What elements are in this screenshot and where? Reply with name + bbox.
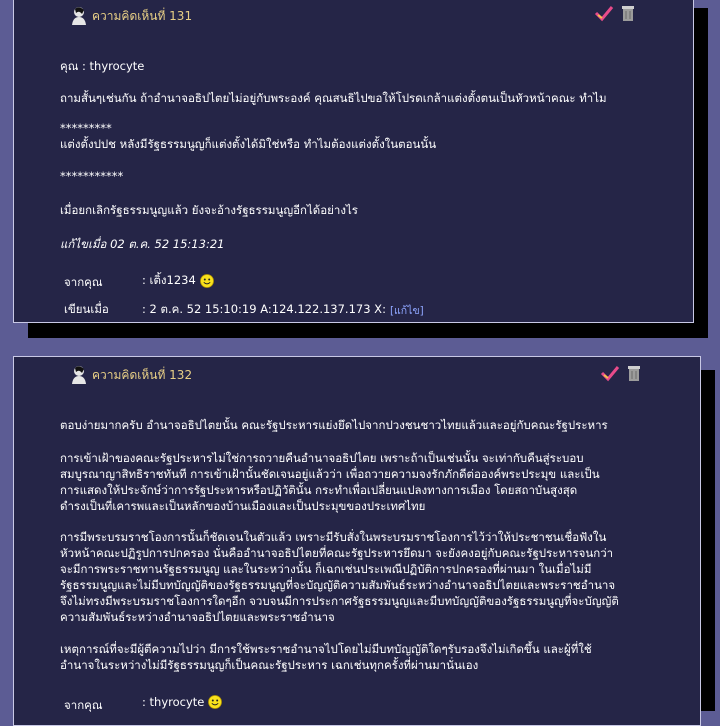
user-silhouette-icon xyxy=(70,6,88,26)
smiley-face-icon xyxy=(200,274,214,288)
comment-paragraph: การเข้าเฝ้าของคณะรัฐประหารไม่ใช่การถวายคืนอำนาจอธิปไตย เพราะถ้าเป็นเช่นนั้น จะเท่ากับคืนสู่ระบอบ สมบูรณาญาสิทธิราชทันที การเข้าเฝ้านั้นชัดเจนอยู่แล้วว่า เพื่อถวายความจงรักภักดีต่อองค์พระประมุข และเป็น การแสดงให้ประจักษ์ว่าการรัฐประหารหรือปฏิวัตินั้น กระทำเพื่อเปลี่ยนแปลงทางการเมือง โดยสถาบันสูงสุด ดำรงเป็นที่เคารพและเป็นหลักของบ้านเมืองและเป็นประมุขของประเทศไทย xyxy=(60,451,600,513)
posted-value xyxy=(142,301,424,319)
from-label: จากคุณ xyxy=(64,698,103,712)
comment-number: ความคิดเห็นที่ 131 xyxy=(92,8,193,23)
comment-paragraph: เหตุการณ์ที่จะมีผู้ตีความไปว่า มีการใช้พระราชอำนาจไปโดยไม่มีบทบัญญัติใดๆรับรองจึงไม่เกิดขึ้น และผู้ที่ใช้ อำนาจในระหว่างไม่มีรัฐธรรมนูญก็เป็นคณะรัฐประหาร เฉกเช่นทุกครั้งที่ผ่านมานั่นเอง xyxy=(60,642,592,672)
comment-paragraph: ถามสั้นๆเช่นกัน ถ้าอำนาจอธิปไตยไม่อยู่กับพระองค์ คุณสนธิไปขอให้โปรดเกล้าแต่งตั้งตนเป็นหัวหน้าคณะ ทำไม xyxy=(60,91,607,105)
smiley-face-icon xyxy=(208,695,222,709)
trash-can-icon[interactable] xyxy=(618,3,638,23)
comment-quote-author: คุณ : thyrocyte xyxy=(60,59,145,73)
posted-label: เขียนเมื่อ xyxy=(64,302,109,316)
comment-paragraph: เมื่อยกเลิกรัฐธรรมนูญแล้ว ยังจะอ้างรัฐธรรมนูญอีกได้อย่างไร xyxy=(60,203,358,217)
comment-header xyxy=(70,6,192,26)
check-mark-icon[interactable] xyxy=(594,3,614,23)
edit-link[interactable]: [แก้ไข] xyxy=(389,304,424,317)
check-mark-icon[interactable] xyxy=(600,363,620,383)
comment-actions xyxy=(594,3,638,23)
comment-number: ความคิดเห็นที่ 132 xyxy=(92,367,193,382)
comment-header xyxy=(70,365,192,385)
trash-can-icon[interactable] xyxy=(624,363,644,383)
comment-card-132 xyxy=(13,356,701,726)
comment-actions xyxy=(600,363,644,383)
comment-paragraph: ตอบง่ายมากครับ อำนาจอธิปไตยนั้น คณะรัฐประหารแย่งยึดไปจากปวงชนชาวไทยแล้วและอยู่กับคณะรัฐประหาร xyxy=(60,418,608,432)
comment-card-131 xyxy=(13,0,694,323)
comment-paragraph: การมีพระบรมราชโองการนั้นก็ชัดเจนในตัวแล้ว เพราะมีรับสั่งในพระบรมราชโองการไว้ว่าให้ประชาชนเชื่อฟังใน หัวหน้าคณะปฏิรูปการปกครอง นั่นคืออำนาจอธิปไตยที่คณะรัฐประหารยึดมา จะยังคงอยู่กับคณะรัฐประหารจนกว่า จะมีการพระราชทานรัฐธรรมนูญ และในระหว่างนั้น ก็เฉกเช่นประเพณีปฏิบัติการปกครองที่ผ่านมา ในเมื่อไม่มี รัฐธรรมนูญและไม่มีบทบัญญัติของรัฐธรรมนูญที่จะบัญญัติความสัมพันธ์ระหว่างอำนาจอธิปไตยและพระราชอำนาจ จึงไม่ทรงมีพระบรมราชโองการใดๆอีก จวบจนมีการประกาศรัฐธรรมนูญและมีบทบัญญัติของรัฐธรรมนูญที่จะบัญญัติ ความสัมพันธ์ระหว่างอำนาจอธิปไตยและพระราชอำนาจ xyxy=(60,530,619,624)
edited-note: แก้ไขเมื่อ 02 ต.ค. 52 15:13:21 xyxy=(60,237,225,251)
user-silhouette-icon xyxy=(70,365,88,385)
comment-paragraph: ********* แต่งตั้งปปช หลังมีรัฐธรรมนูญก็แต่งตั้งได้มิใช่หรือ ทำไมต้องแต่งตั้งในตอนนั้น xyxy=(60,121,437,151)
from-value xyxy=(142,695,222,709)
card-shadow-strip xyxy=(701,370,715,711)
author-name: : thyrocyte xyxy=(142,695,205,709)
comment-paragraph: *********** xyxy=(60,169,124,183)
posted-timestamp-ip: : 2 ต.ค. 52 15:10:19 A:124.122.137.173 X: xyxy=(142,302,386,316)
from-value xyxy=(142,272,214,290)
from-label: จากคุณ xyxy=(64,275,103,289)
author-name: : เติ้ง1234 xyxy=(142,273,196,287)
